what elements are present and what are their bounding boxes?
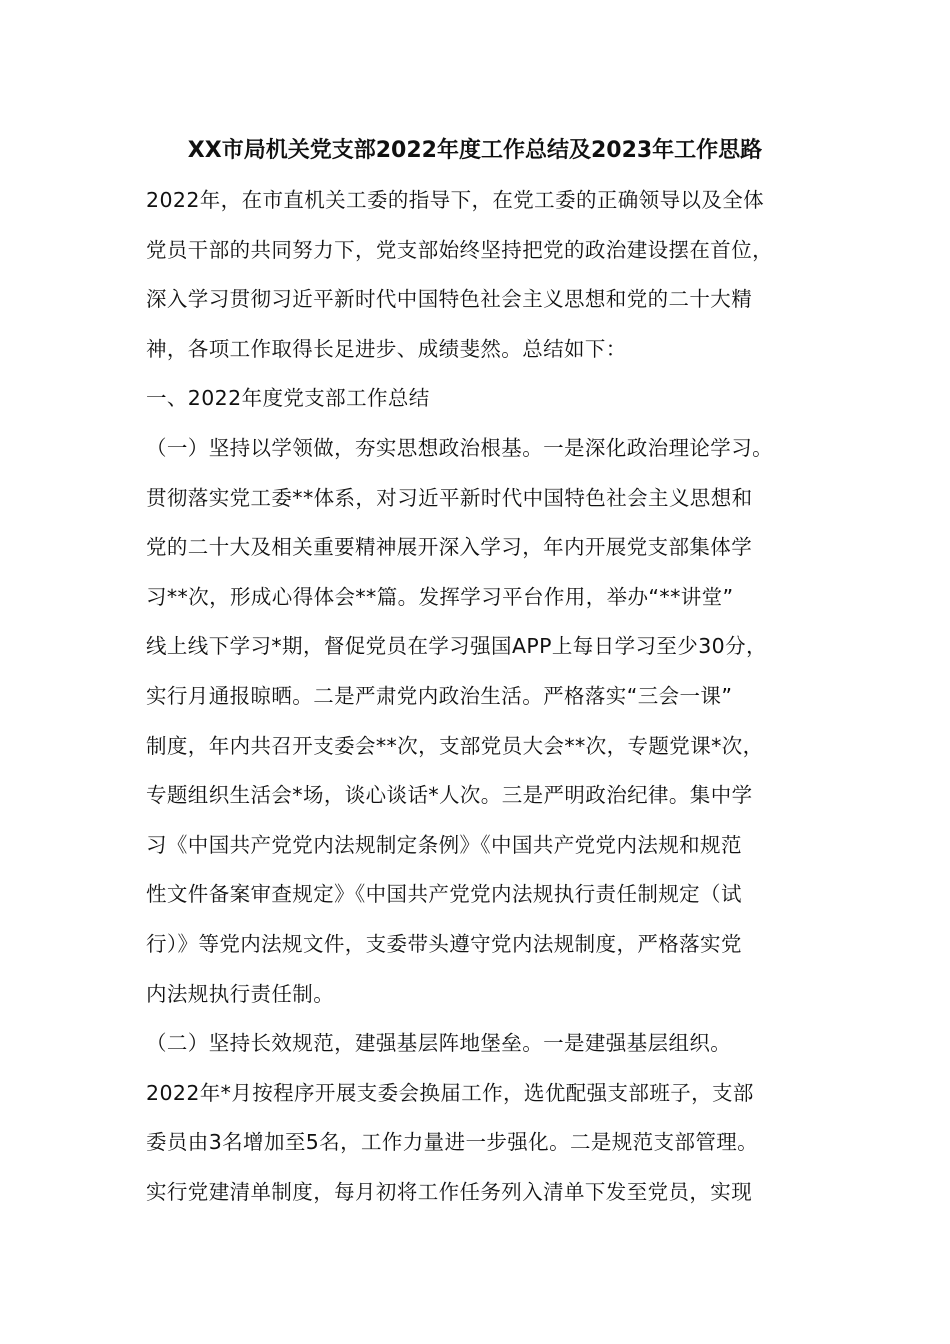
text-line: （二）坚持长效规范，建强基层阵地堡垒。一是建强基层组织。 xyxy=(146,1031,732,1056)
text-line: 实行党建清单制度，每月初将工作任务列入清单下发至党员，实现 xyxy=(146,1179,753,1204)
text-line: 制度，年内共召开支委会**次，支部党员大会**次，专题党课*次， xyxy=(146,733,764,758)
document-body xyxy=(146,182,826,1223)
text-line: 行）》等党内法规文件，支委带头遵守党内法规制度，严格落实党 xyxy=(146,931,742,956)
text-line: 党员干部的共同努力下，党支部始终坚持把党的政治建设摆在首位， xyxy=(146,237,773,262)
text-line: 神，各项工作取得长足进步、成绩斐然。总结如下： xyxy=(146,336,627,361)
text-line: 线上线下学习*期，督促党员在学习强国APP上每日学习至少30分， xyxy=(146,634,767,659)
section-heading: 一、2022年度党支部工作总结 xyxy=(146,386,430,411)
document-title: XX市局机关党支部2022年度工作总结及2023年工作思路 xyxy=(187,138,763,163)
text-line: 习《中国共产党党内法规制定条例》《中国共产党党内法规和规范 xyxy=(146,832,742,857)
text-line: 性文件备案审查规定》《中国共产党党内法规执行责任制规定（试 xyxy=(146,882,742,907)
text-line: 深入学习贯彻习近平新时代中国特色社会主义思想和党的二十大精 xyxy=(146,287,753,312)
text-line: 内法规执行责任制。 xyxy=(146,981,335,1006)
text-line: 2022年，在市直机关工委的指导下，在党工委的正确领导以及全体 xyxy=(146,188,765,212)
text-line: 委员由3名增加至5名，工作力量进一步强化。二是规范支部管理。 xyxy=(146,1130,759,1155)
text-line: 习**次，形成心得体会**篇。发挥学习平台作用，举办“**讲堂” xyxy=(146,584,734,609)
text-line: （一）坚持以学领做，夯实思想政治根基。一是深化政治理论学习。 xyxy=(146,435,773,460)
text-line: 2022年*月按程序开展支委会换届工作，选优配强支部班子，支部 xyxy=(146,1080,754,1105)
text-line: 贯彻落实党工委**体系，对习近平新时代中国特色社会主义思想和 xyxy=(146,485,753,510)
text-line: 实行月通报晾晒。二是严肃党内政治生活。严格落实“三会一课” xyxy=(146,683,733,708)
text-line: 党的二十大及相关重要精神展开深入学习，年内开展党支部集体学 xyxy=(146,535,753,560)
text-line: 专题组织生活会*场，谈心谈话*人次。三是严明政治纪律。集中学 xyxy=(146,783,753,808)
